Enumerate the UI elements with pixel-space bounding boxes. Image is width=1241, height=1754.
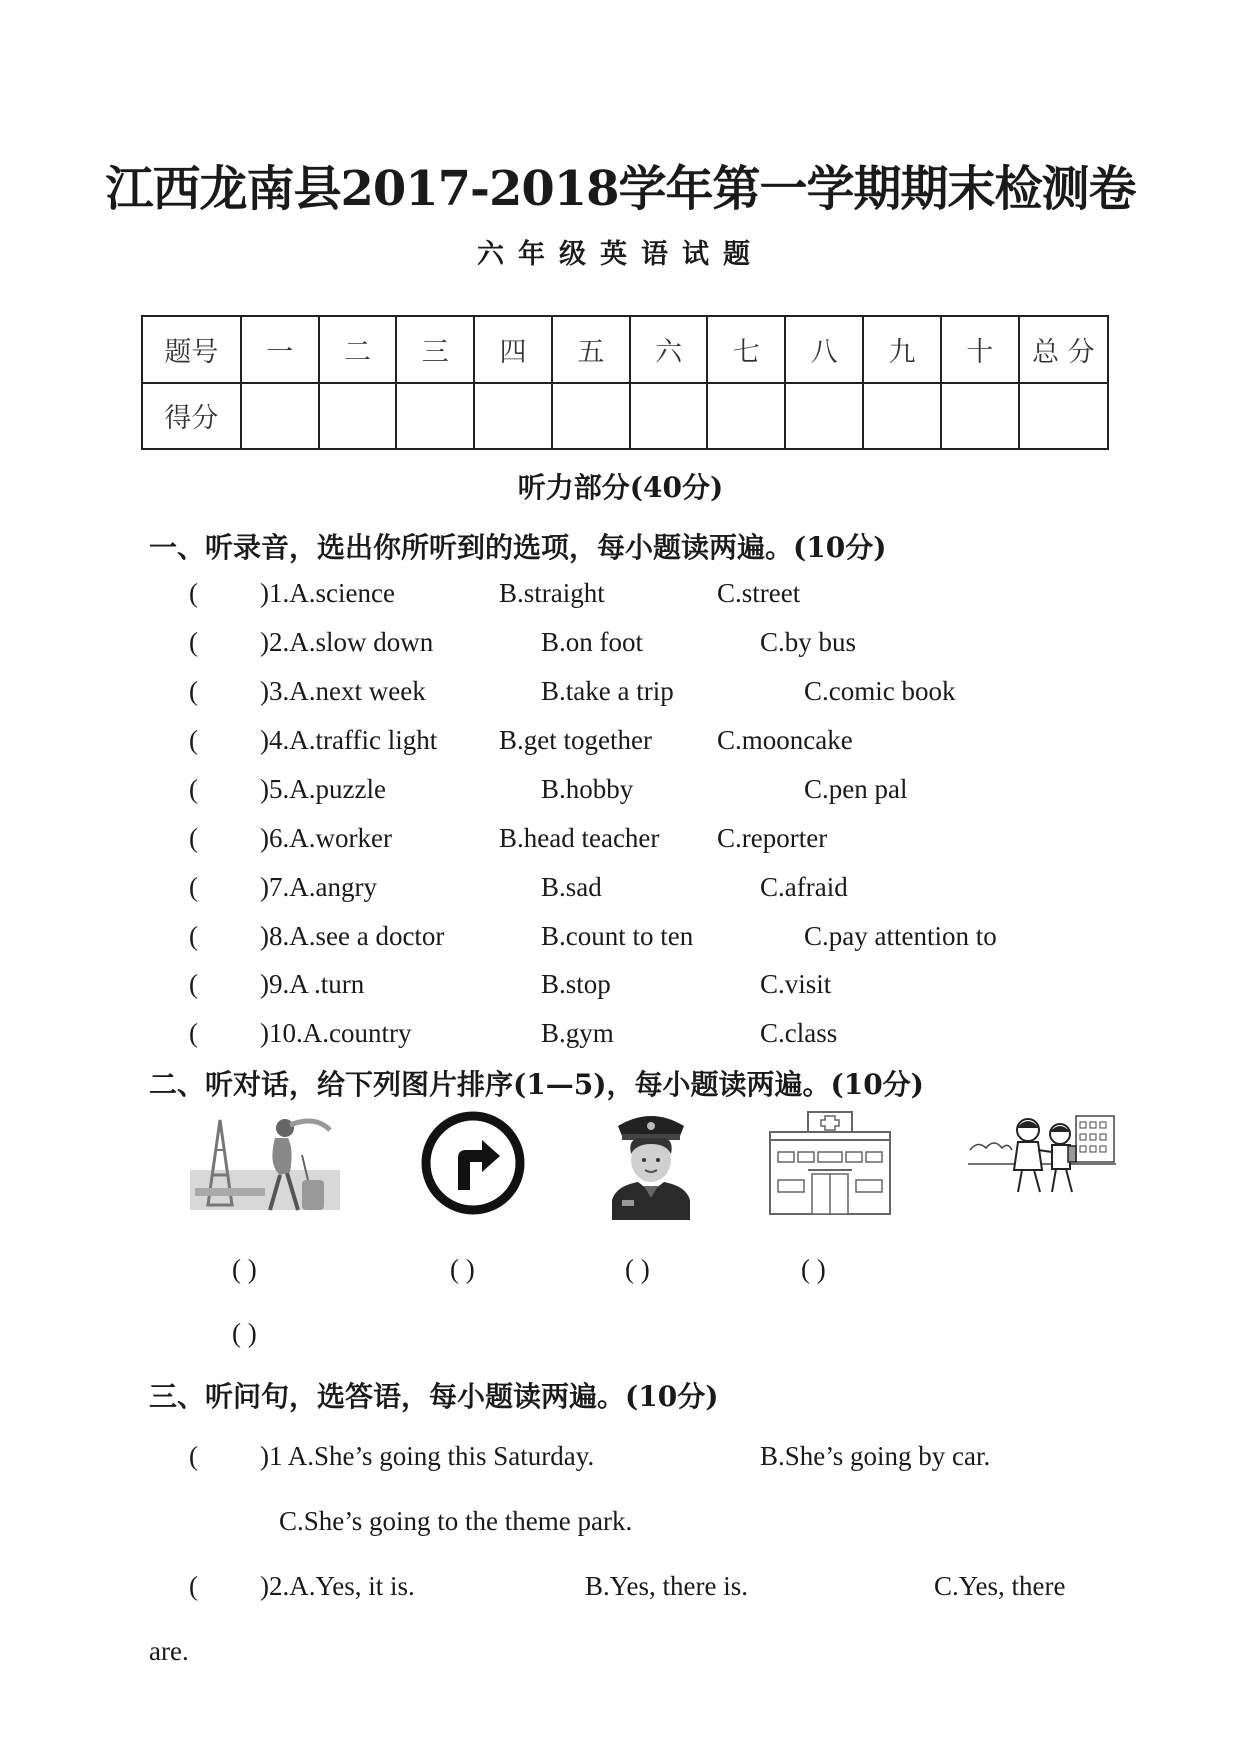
- option-c-continuation: are.: [149, 1636, 189, 1666]
- option-a: )8.A.see a doctor: [260, 921, 445, 951]
- score-cell: 八: [785, 316, 863, 383]
- picture-answer-blank[interactable]: ( ): [801, 1254, 826, 1284]
- option-c: C.pen pal: [804, 774, 908, 804]
- option-c: C.visit: [760, 969, 832, 999]
- part2-heading: 二、听对话，给下列图片排序(1—5)，每小题读两遍。(10分): [149, 1068, 924, 1101]
- score-cell: 七: [707, 316, 785, 383]
- traveler-paris-icon: [190, 1110, 340, 1218]
- score-cell: 四: [474, 316, 552, 383]
- score-table-score-row: [142, 383, 1108, 450]
- score-input-cell[interactable]: [474, 383, 552, 450]
- picture-answer-blank[interactable]: ( ): [450, 1254, 475, 1284]
- part1-heading: 一、听录音，选出你所听到的选项，每小题读两遍。(10分): [149, 531, 887, 564]
- answer-bracket[interactable]: (: [189, 1018, 198, 1048]
- score-cell: 三: [396, 316, 474, 383]
- option-a: )2.A.slow down: [260, 627, 434, 657]
- option-c: C.She’s going to the theme park.: [279, 1506, 633, 1536]
- picture-answer-blank[interactable]: ( ): [232, 1254, 257, 1284]
- page-title: 江西龙南县2017-2018学年第一学期期末检测卷: [105, 161, 1136, 217]
- answer-bracket[interactable]: (: [189, 872, 198, 902]
- option-c: C.mooncake: [717, 725, 853, 755]
- answer-bracket[interactable]: (: [189, 774, 198, 804]
- option-c: C.class: [760, 1018, 838, 1048]
- answer-bracket[interactable]: (: [189, 969, 198, 999]
- option-b: B.hobby: [541, 774, 634, 804]
- answer-bracket[interactable]: (: [189, 676, 198, 706]
- option-b: B.take a trip: [541, 676, 674, 706]
- option-b: B.She’s going by car.: [760, 1441, 991, 1471]
- score-cell: 六: [630, 316, 708, 383]
- score-cell: 二: [319, 316, 397, 383]
- score-input-cell[interactable]: [941, 383, 1019, 450]
- option-a: )2.A.Yes, it is.: [260, 1571, 415, 1601]
- score-input-cell[interactable]: [707, 383, 785, 450]
- option-a: )9.A .turn: [260, 969, 365, 999]
- score-input-cell[interactable]: [396, 383, 474, 450]
- option-a: )4.A.traffic light: [260, 725, 438, 755]
- option-c: C.pay attention to: [804, 921, 997, 951]
- score-cell: 九: [863, 316, 941, 383]
- option-b: B.on foot: [541, 627, 644, 657]
- score-table-header-row: [142, 316, 1108, 383]
- score-cell: 得分: [142, 383, 241, 450]
- option-c: C.street: [717, 578, 801, 608]
- option-b: B.straight: [499, 578, 605, 608]
- part3-heading: 三、听问句，选答语，每小题读两遍。(10分): [149, 1380, 719, 1413]
- option-a: )10.A.country: [260, 1018, 412, 1048]
- answer-bracket[interactable]: (: [189, 1441, 198, 1471]
- option-b: B.head teacher: [499, 823, 660, 853]
- option-a: )6.A.worker: [260, 823, 392, 853]
- score-cell: 五: [552, 316, 630, 383]
- option-b: B.get together: [499, 725, 652, 755]
- option-b: B.count to ten: [541, 921, 694, 951]
- option-a: )3.A.next week: [260, 676, 426, 706]
- police-officer-icon: [608, 1108, 694, 1220]
- turn-right-sign-icon: [420, 1110, 526, 1216]
- option-c: C.Yes, there: [934, 1571, 1066, 1601]
- option-a: )5.A.puzzle: [260, 774, 386, 804]
- option-c: C.comic book: [804, 676, 956, 706]
- score-input-cell[interactable]: [630, 383, 708, 450]
- answer-bracket[interactable]: (: [189, 627, 198, 657]
- picture-answer-blank[interactable]: ( ): [625, 1254, 650, 1284]
- option-a: )1.A.science: [260, 578, 395, 608]
- option-c: C.by bus: [760, 627, 857, 657]
- score-cell: 题号: [142, 316, 241, 383]
- score-input-cell[interactable]: [319, 383, 397, 450]
- score-input-cell[interactable]: [1019, 383, 1108, 450]
- answer-bracket[interactable]: (: [189, 1571, 198, 1601]
- score-cell: 总 分: [1019, 316, 1108, 383]
- answer-bracket[interactable]: (: [189, 578, 198, 608]
- score-input-cell[interactable]: [785, 383, 863, 450]
- answer-bracket[interactable]: (: [189, 725, 198, 755]
- answer-bracket[interactable]: (: [189, 921, 198, 951]
- score-input-cell[interactable]: [863, 383, 941, 450]
- option-a: )7.A.angry: [260, 872, 377, 902]
- option-c: C.afraid: [760, 872, 848, 902]
- score-input-cell[interactable]: [241, 383, 319, 450]
- option-b: B.sad: [541, 872, 602, 902]
- option-b: B.Yes, there is.: [585, 1571, 749, 1601]
- score-input-cell[interactable]: [552, 383, 630, 450]
- option-b: B.stop: [541, 969, 611, 999]
- option-c: C.reporter: [717, 823, 828, 853]
- score-table: [141, 315, 1109, 450]
- score-cell: 十: [941, 316, 1019, 383]
- option-a: )1 A.She’s going this Saturday.: [260, 1441, 595, 1471]
- answer-bracket[interactable]: (: [189, 823, 198, 853]
- score-cell: 一: [241, 316, 319, 383]
- listening-section-title: 听力部分(40分): [517, 471, 724, 504]
- page-subtitle: 六年级英语试题: [477, 239, 764, 270]
- hospital-icon: [768, 1108, 892, 1216]
- option-b: B.gym: [541, 1018, 614, 1048]
- children-walking-icon: [968, 1108, 1116, 1198]
- picture-answer-blank[interactable]: ( ): [232, 1318, 257, 1348]
